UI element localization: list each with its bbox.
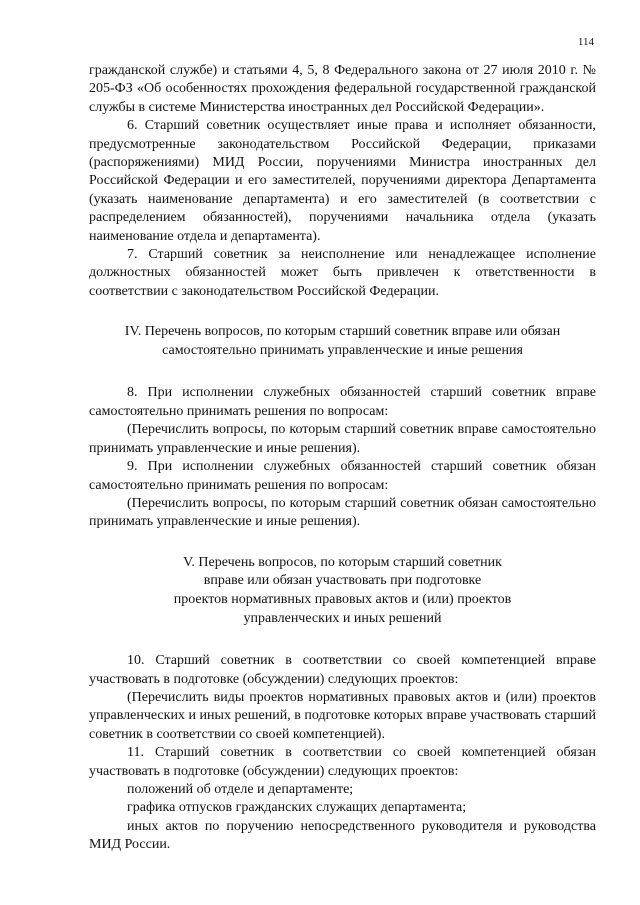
section-5-heading-line-3: проектов нормативных правовых актов и (или) проектов bbox=[173, 591, 512, 607]
paragraph-7: 7. Старший советник за неисполнение или ненадлежащее исполнение должностных обязанностей может быть привлечен к ответственности в соответствии с законодательством Российской Федерации. bbox=[89, 247, 596, 299]
list-item: положений об отделе и департаменте; bbox=[127, 781, 354, 797]
spacer bbox=[89, 301, 596, 323]
spacer bbox=[89, 532, 596, 554]
section-5-heading-line-1: V. Перечень вопросов, по которым старший советник bbox=[183, 554, 502, 570]
paragraph-8: 8. При исполнении служебных обязанностей старший советник вправе самостоятельно принимать решения по вопросам: bbox=[89, 385, 596, 419]
section-4-heading bbox=[89, 323, 596, 360]
paragraph-8-list: (Перечислить вопросы, по которым старший советник вправе самостоятельно принимать управленческие и иные решения). bbox=[89, 422, 596, 456]
paragraph-9-list: (Перечислить вопросы, по которым старший советник обязан самостоятельно принимать управленческие и иные решения). bbox=[89, 495, 596, 530]
section-5-heading-line-4: управленческих и иных решений bbox=[243, 610, 442, 626]
page-number: 114 bbox=[577, 36, 594, 48]
paragraph-10: 10. Старший советник в соответствии со своей компетенцией вправе участвовать в подготовке (обсуждении) следующих проектов: bbox=[89, 653, 596, 687]
paragraph-continuation: гражданской службе) и статьями 4, 5, 8 Федерального закона от 27 июля 2010 г. № 205-ФЗ «Об особенностях прохождения федеральной государственной гражданской службы в системе Министерства иностранных дел Российской Федерации». bbox=[89, 63, 596, 115]
section-5-heading-line-2: вправе или обязан участвовать при подготовке bbox=[203, 573, 482, 589]
list-item: иных актов по поручению непосредственного руководителя и руководства МИД России. bbox=[89, 818, 596, 853]
section-4-heading-line-2: самостоятельно принимать управленческие и иные решения bbox=[162, 342, 523, 358]
spacer bbox=[89, 360, 596, 384]
paragraph-11: 11. Старший советник в соответствии со своей компетенцией обязан участвовать в подготовке (обсуждении) следующих проектов: bbox=[89, 745, 596, 779]
section-4-heading-line-1: IV. Перечень вопросов, по которым старший советник вправе или обязан bbox=[124, 324, 561, 340]
paragraph-9: 9. При исполнении служебных обязанностей старший советник обязан самостоятельно принимать решения по вопросам: bbox=[89, 459, 596, 493]
paragraph-10-list: (Перечислить виды проектов нормативных правовых актов и (или) проектов управленческих и иных решений, в подготовке которых вправе участвовать старший советник в соответствии со своей компетенцией). bbox=[89, 689, 596, 742]
spacer bbox=[89, 628, 596, 652]
section-5-heading bbox=[89, 554, 596, 628]
paragraph-6: 6. Старший советник осуществляет иные права и исполняет обязанности, предусмотренные законодательством Российской Федерации, приказами (распоряжениями) МИД России, поручениями Министра иностранных дел Российской Федерации и его заместителей, поручениями директора Департамента (указать наименование департамента) и его заместителей (в соответствии с распределением обязанностей), поручениями начальника отдела (указать наименование отдела и департамента). bbox=[89, 118, 596, 244]
list-item: графика отпусков гражданских служащих департамента; bbox=[127, 800, 467, 816]
